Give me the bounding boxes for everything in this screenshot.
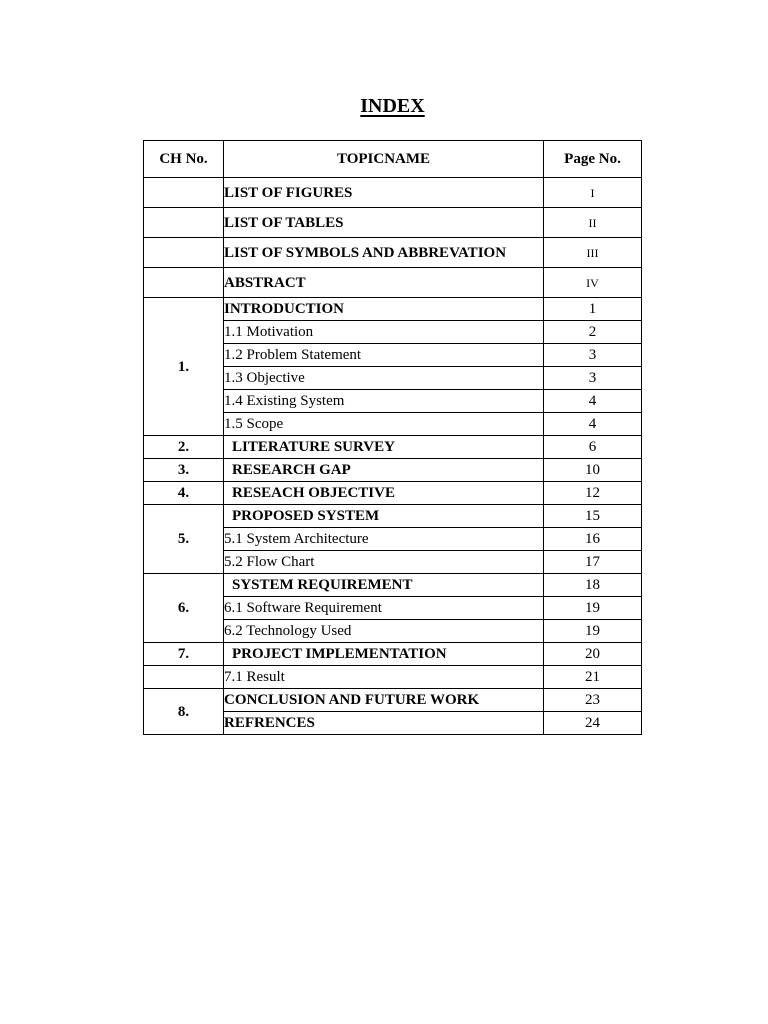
topic-cell: PROPOSED SYSTEM xyxy=(224,505,544,528)
page-cell: 20 xyxy=(544,643,642,666)
topic-cell: 6.2 Technology Used xyxy=(224,620,544,643)
page-title: INDEX xyxy=(360,95,425,117)
table-row xyxy=(144,459,642,482)
topic-cell: CONCLUSION AND FUTURE WORK xyxy=(224,689,544,712)
page-cell: 3 xyxy=(544,344,642,367)
table-row xyxy=(144,178,642,208)
ch-no-cell: 2. xyxy=(144,436,224,459)
topic-cell: REFRENCES xyxy=(224,712,544,735)
ch-no-cell: 4. xyxy=(144,482,224,505)
table-row xyxy=(144,689,642,712)
topic-cell: 1.1 Motivation xyxy=(224,321,544,344)
page-cell: IV xyxy=(544,268,642,298)
ch-cell xyxy=(144,238,224,268)
ch-cell xyxy=(144,666,224,689)
page-cell: I xyxy=(544,178,642,208)
table-row xyxy=(144,505,642,528)
topic-cell: LITERATURE SURVEY xyxy=(224,436,544,459)
page-cell: 18 xyxy=(544,574,642,597)
topic-cell: 1.2 Problem Statement xyxy=(224,344,544,367)
index-table xyxy=(143,140,642,735)
topic-cell: 1.4 Existing System xyxy=(224,390,544,413)
table-row xyxy=(144,436,642,459)
table-row xyxy=(144,298,642,321)
topic-cell: LIST OF SYMBOLS AND ABBREVATION xyxy=(224,238,544,268)
ch-no-cell: 7. xyxy=(144,643,224,666)
page-cell: III xyxy=(544,238,642,268)
ch-no-cell: 3. xyxy=(144,459,224,482)
page-cell: 10 xyxy=(544,459,642,482)
table-header-row xyxy=(144,141,642,178)
topic-cell: LIST OF FIGURES xyxy=(224,178,544,208)
ch-no-cell: 5. xyxy=(144,505,224,574)
page-cell: 19 xyxy=(544,620,642,643)
topic-cell: 6.1 Software Requirement xyxy=(224,597,544,620)
ch-cell xyxy=(144,208,224,238)
page-cell: 6 xyxy=(544,436,642,459)
topic-header: TOPICNAME xyxy=(224,141,544,178)
ch-cell xyxy=(144,178,224,208)
table-row xyxy=(144,482,642,505)
topic-cell: 1.3 Objective xyxy=(224,367,544,390)
topic-cell: 7.1 Result xyxy=(224,666,544,689)
table-row xyxy=(144,238,642,268)
topic-cell: PROJECT IMPLEMENTATION xyxy=(224,643,544,666)
page-cell: 12 xyxy=(544,482,642,505)
topic-cell: 1.5 Scope xyxy=(224,413,544,436)
ch-cell xyxy=(144,268,224,298)
ch-no-header: CH No. xyxy=(144,141,224,178)
ch-no-cell: 1. xyxy=(144,298,224,436)
topic-cell: LIST OF TABLES xyxy=(224,208,544,238)
table-row xyxy=(144,643,642,666)
topic-cell: RESEACH OBJECTIVE xyxy=(224,482,544,505)
topic-cell: INTRODUCTION xyxy=(224,298,544,321)
page-cell: 21 xyxy=(544,666,642,689)
page-no-header: Page No. xyxy=(544,141,642,178)
table-row xyxy=(144,666,642,689)
table-row xyxy=(144,574,642,597)
topic-cell: ABSTRACT xyxy=(224,268,544,298)
ch-no-cell: 8. xyxy=(144,689,224,735)
table-row xyxy=(144,268,642,298)
page-cell: 15 xyxy=(544,505,642,528)
topic-cell: RESEARCH GAP xyxy=(224,459,544,482)
page-cell: 4 xyxy=(544,413,642,436)
page-cell: 2 xyxy=(544,321,642,344)
topic-cell: 5.1 System Architecture xyxy=(224,528,544,551)
page-cell: 4 xyxy=(544,390,642,413)
page-cell: 23 xyxy=(544,689,642,712)
topic-cell: 5.2 Flow Chart xyxy=(224,551,544,574)
topic-cell: SYSTEM REQUIREMENT xyxy=(224,574,544,597)
page-cell: 17 xyxy=(544,551,642,574)
page-cell: 19 xyxy=(544,597,642,620)
page-cell: 24 xyxy=(544,712,642,735)
page-cell: 3 xyxy=(544,367,642,390)
page-cell: II xyxy=(544,208,642,238)
page-cell: 1 xyxy=(544,298,642,321)
table-row xyxy=(144,208,642,238)
page-cell: 16 xyxy=(544,528,642,551)
ch-no-cell: 6. xyxy=(144,574,224,643)
